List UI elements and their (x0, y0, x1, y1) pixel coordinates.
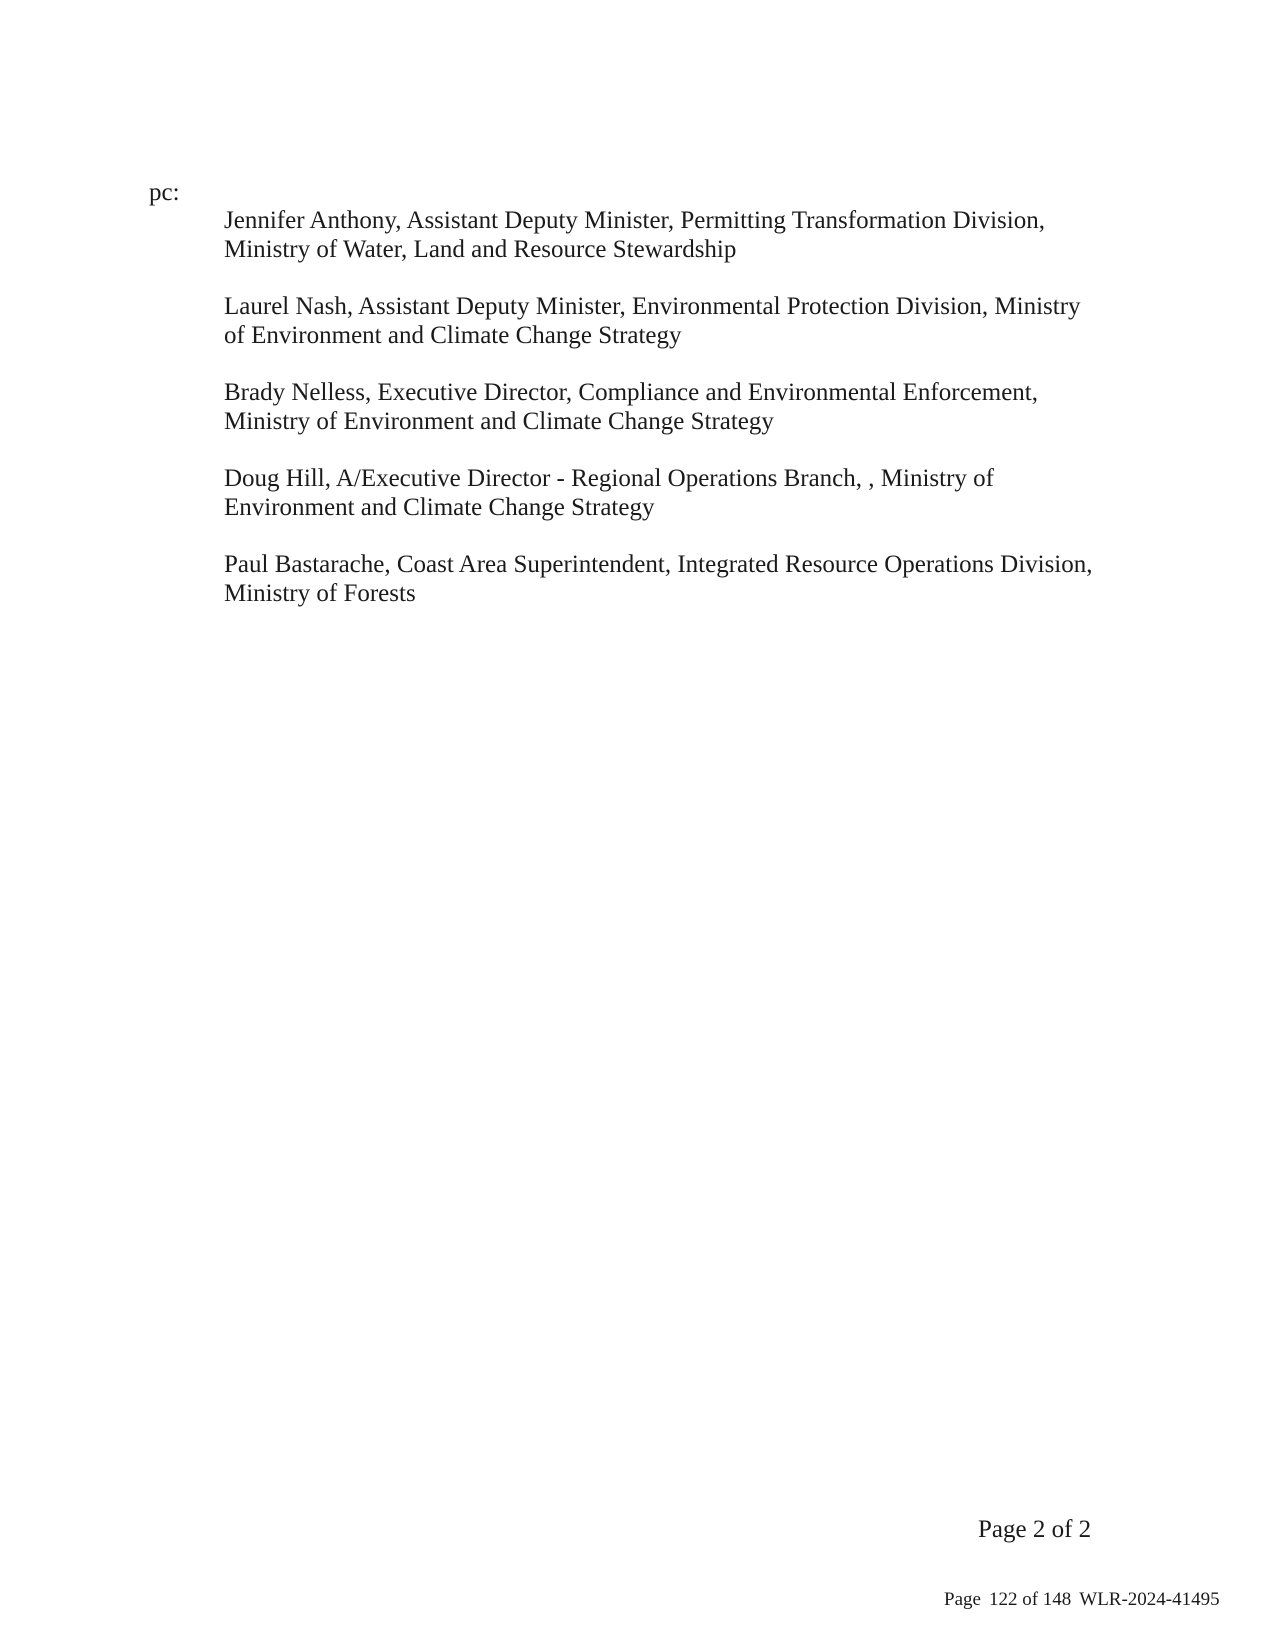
recipient-line: Ministry of Water, Land and Resource Stewardship (224, 236, 737, 263)
recipient-entry (224, 464, 1124, 522)
recipient-entry (224, 550, 1124, 608)
recipient-line: Laurel Nash, Assistant Deputy Minister, Environmental Protection Division, Ministry (224, 293, 1081, 320)
recipient-line: Brady Nelless, Executive Director, Compliance and Environmental Enforcement, (224, 379, 1039, 406)
recipient-line: Jennifer Anthony, Assistant Deputy Minister, Permitting Transformation Division, (224, 207, 1045, 234)
recipient-line: Paul Bastarache, Coast Area Superintendent, Integrated Resource Operations Division, (224, 551, 1093, 578)
footer-reference: WLR-2024-41495 (1079, 1589, 1220, 1610)
recipient-entry (224, 292, 1124, 350)
footer-page-stamp (944, 1588, 1220, 1612)
recipient-entry (224, 378, 1124, 436)
recipient-line: Doug Hill, A/Executive Director - Regional Operations Branch, , Ministry of (224, 465, 994, 492)
page-number: Page 2 of 2 (978, 1516, 1092, 1543)
pc-label: pc: (149, 179, 180, 206)
recipient-entry (224, 206, 1124, 264)
recipient-line: of Environment and Climate Change Strategy (224, 322, 682, 349)
footer-page-word: Page (944, 1589, 981, 1610)
copy-recipient-list (224, 206, 1124, 636)
recipient-line: Ministry of Forests (224, 580, 416, 607)
footer-page-of: 122 of 148 (988, 1589, 1072, 1610)
recipient-line: Ministry of Environment and Climate Change Strategy (224, 408, 774, 435)
recipient-line: Environment and Climate Change Strategy (224, 494, 655, 521)
